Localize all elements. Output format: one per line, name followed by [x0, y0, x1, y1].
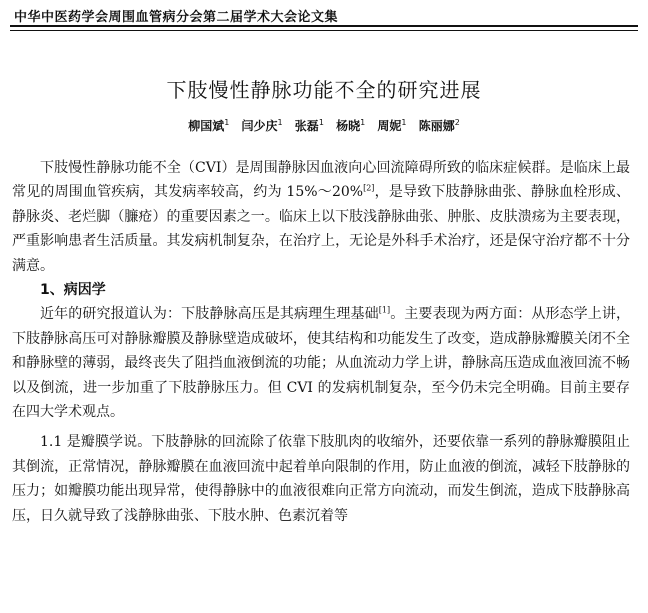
author: [336, 119, 365, 133]
author-affiliation: 1: [224, 118, 230, 127]
author-affiliation: 2: [454, 118, 460, 127]
header-rule-thin: [10, 30, 638, 31]
author: [242, 119, 283, 133]
paragraph-text: ，是导致下肢静脉曲张、静脉血栓形成、静脉炎、老烂脚（臁疮）的重要因素之一。临床上以下肢浅静脉曲张、肿胀、皮肤溃疡为主要表现，严重影响患者生活质量。其发病机制复杂，在治疗上，无论是外科手术治疗，还是保守治疗都不十分满意。: [12, 184, 631, 274]
running-header: 中华中医药学会周围血管病分会第二届学术大会论文集: [14, 10, 339, 25]
author-name: 陈丽娜: [418, 119, 455, 133]
paragraph-etiology: [12, 302, 630, 424]
section-heading: 1、病因学: [40, 282, 106, 299]
paragraph-intro: [12, 156, 630, 278]
citation-ref: [1]: [378, 305, 391, 315]
paragraph-text: 。主要表现为两方面：从形态学上讲，下肢静脉高压可对静脉瓣膜及静脉壁造成破坏，使其结构和功能发生了改变，造成静脉瓣膜关闭不全和静脉壁的薄弱，最终丧失了阻挡血液倒流的功能；从血流动力学上讲，静脉高压造成血液回流不畅以及倒流，进一步加重了下肢静脉压力。但 CVI 的发病机制复杂，至今仍未完全明确。目前主要存在四大学术观点。: [12, 306, 631, 421]
author-affiliation: 1: [318, 118, 324, 127]
paragraph-text: 下肢慢性静脉功能不全（CVI）是周围静脉因血液向心回流障碍所致的临床症候群。是临床上最常见的周围血管疾病，其发病率较高，约为 15%～20%: [12, 160, 630, 201]
author-name: 杨晓: [336, 119, 361, 133]
paper-title: 下肢慢性静脉功能不全的研究进展: [166, 78, 482, 102]
author: [377, 119, 406, 133]
author-name: 闫少庆: [241, 119, 278, 133]
paragraph-valve-theory: 1.1 是瓣膜学说。下肢静脉的回流除了依靠下肢肌肉的收缩外，还要依靠一系列的静脉瓣膜阻止其倒流，正常情况，静脉瓣膜在血液回流中起着单向限制的作用，防止血液的倒流，减轻下肢静脉的压力；如瓣膜功能出现异常，使得静脉中的血液很难向正常方向流动，而发生倒流，造成下肢静脉高压，日久就导致了浅静脉曲张、下肢水肿、色素沉着等: [12, 434, 630, 524]
paragraph-text: 近年的研究报道认为：下肢静脉高压是其病理生理基础: [40, 306, 379, 323]
author: [295, 119, 324, 133]
citation-ref: [2]: [363, 183, 375, 193]
author: [188, 119, 229, 133]
author-affiliation: 1: [277, 118, 283, 127]
author-name: 柳国斌: [188, 119, 225, 133]
author-name: 周妮: [377, 119, 402, 133]
author: [419, 119, 460, 133]
author-affiliation: 1: [360, 118, 366, 127]
author-name: 张磊: [294, 119, 319, 133]
header-rule: [10, 25, 638, 27]
author-affiliation: 1: [401, 118, 407, 127]
paper-body: [12, 156, 630, 528]
author-list: [0, 117, 648, 134]
